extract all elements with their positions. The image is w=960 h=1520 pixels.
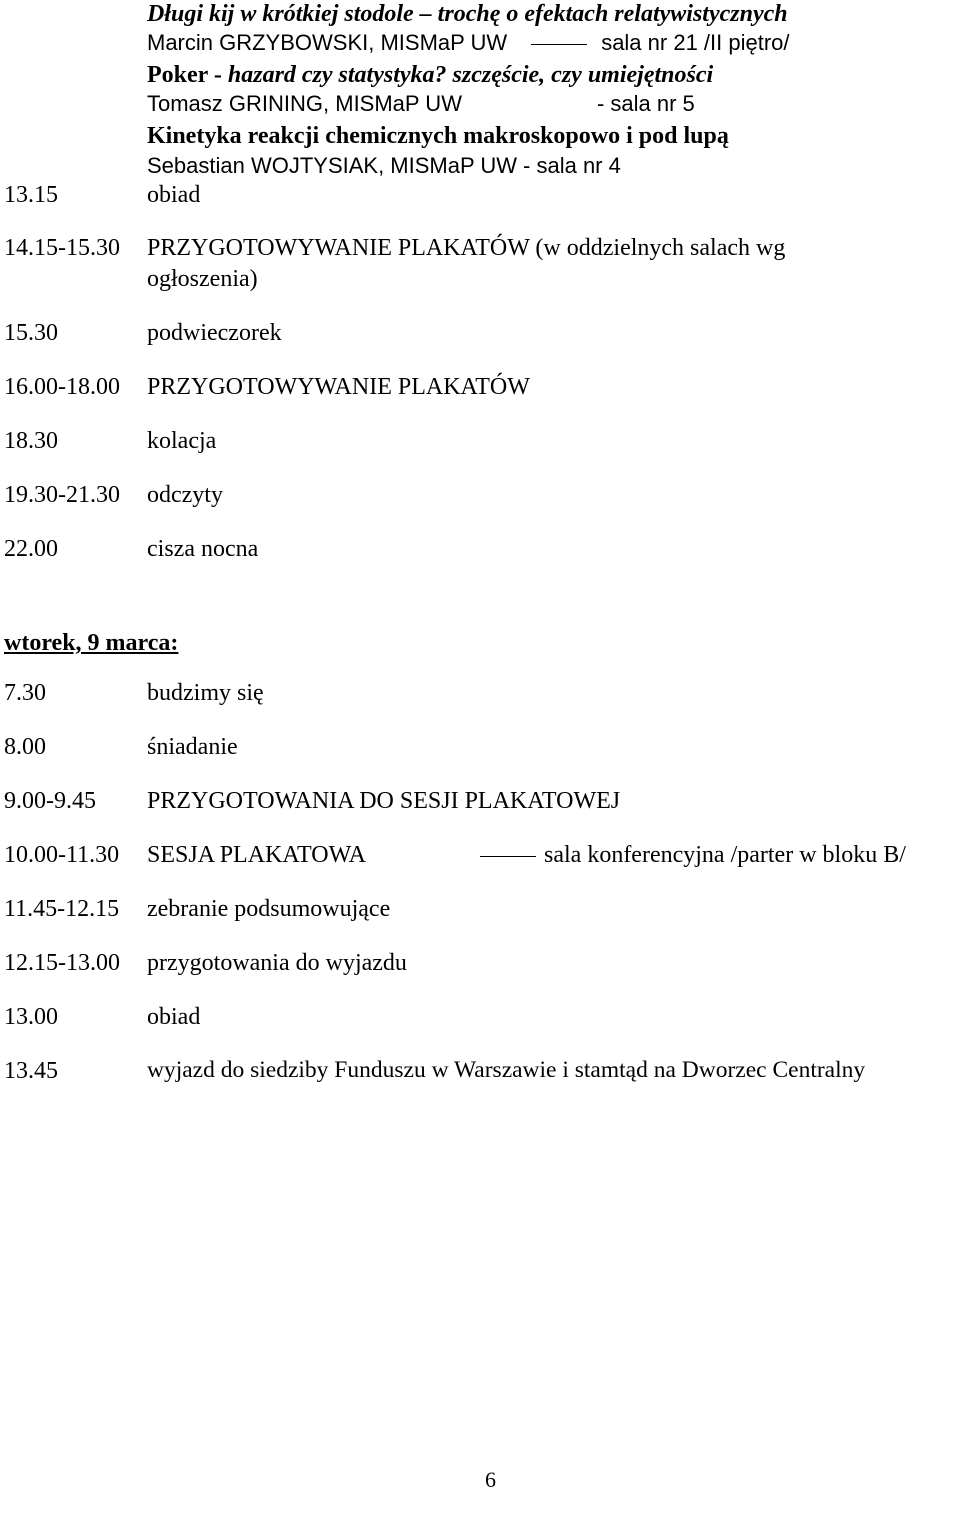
talk-3-speaker: Sebastian WOJTYSIAK, MISMaP UW — [147, 153, 518, 178]
day-heading: wtorek, 9 marca: — [4, 630, 179, 656]
activity: kolacja — [147, 428, 217, 454]
dash-separator — [480, 856, 536, 857]
talk-2-title-bold-italic: hazard czy statystyka? szczęście, czy umiejętności — [227, 62, 714, 88]
activity: obiad — [147, 1004, 201, 1030]
activity: cisza nocna — [147, 536, 259, 562]
talk-2-speaker-line — [147, 93, 695, 115]
activity: PRZYGOTOWYWANIE PLAKATÓW (w oddzielnych salach wg — [147, 235, 786, 261]
talk-2-room: - sala nr 5 — [596, 91, 695, 116]
time: 22.00 — [4, 536, 58, 562]
time: 16.00-18.00 — [4, 374, 120, 400]
talk-1-room: sala nr 21 /II piętro/ — [601, 30, 790, 55]
activity: budzimy się — [147, 680, 264, 706]
activity: PRZYGOTOWYWANIE PLAKATÓW — [147, 374, 530, 400]
time: 19.30-21.30 — [4, 482, 120, 508]
page-number: 6 — [485, 1467, 496, 1492]
time: 12.15-13.00 — [4, 950, 120, 976]
talk-3-title: Kinetyka reakcji chemicznych makroskopowo i pod lupą — [147, 123, 729, 149]
time: 10.00-11.30 — [4, 842, 120, 868]
dash-separator — [531, 44, 587, 45]
talk-1-speaker: Marcin GRZYBOWSKI, MISMaP UW — [147, 30, 508, 55]
talk-3-room: - sala nr 4 — [523, 153, 621, 178]
time: 13.15 — [4, 182, 58, 208]
activity: podwieczorek — [147, 320, 282, 346]
talk-3-speaker-line — [147, 155, 621, 177]
time: 13.00 — [4, 1004, 58, 1030]
room-line — [480, 843, 906, 867]
activity: obiad — [147, 182, 201, 208]
activity: SESJA PLAKATOWA — [147, 842, 366, 868]
activity: PRZYGOTOWANIA DO SESJI PLAKATOWEJ — [147, 788, 621, 814]
activity: odczyty — [147, 482, 223, 508]
activity: zebranie podsumowujące — [147, 896, 391, 922]
talk-2-title — [147, 63, 713, 87]
time: 8.00 — [4, 734, 46, 760]
activity: wyjazd do siedziby Funduszu w Warszawie i stamtąd na Dworzec Centralny — [147, 1057, 866, 1083]
activity: przygotowania do wyjazdu — [147, 950, 407, 976]
time: 11.45-12.15 — [4, 896, 120, 922]
talk-1-title: Długi kij w krótkiej stodole – trochę o efektach relatywistycznych — [147, 1, 788, 27]
activity: śniadanie — [147, 734, 238, 760]
talk-2-title-bold: Poker - — [147, 62, 228, 88]
time: 15.30 — [4, 320, 58, 346]
activity-continued: ogłoszenia) — [147, 266, 258, 292]
time: 9.00-9.45 — [4, 788, 96, 814]
talk-2-speaker: Tomasz GRINING, MISMaP UW — [147, 91, 462, 116]
time: 13.45 — [4, 1058, 58, 1084]
time: 7.30 — [4, 680, 46, 706]
talk-1-speaker-line — [147, 32, 790, 54]
time: 14.15-15.30 — [4, 235, 120, 261]
time: 18.30 — [4, 428, 58, 454]
room: sala konferencyjna /parter w bloku B/ — [544, 842, 906, 868]
